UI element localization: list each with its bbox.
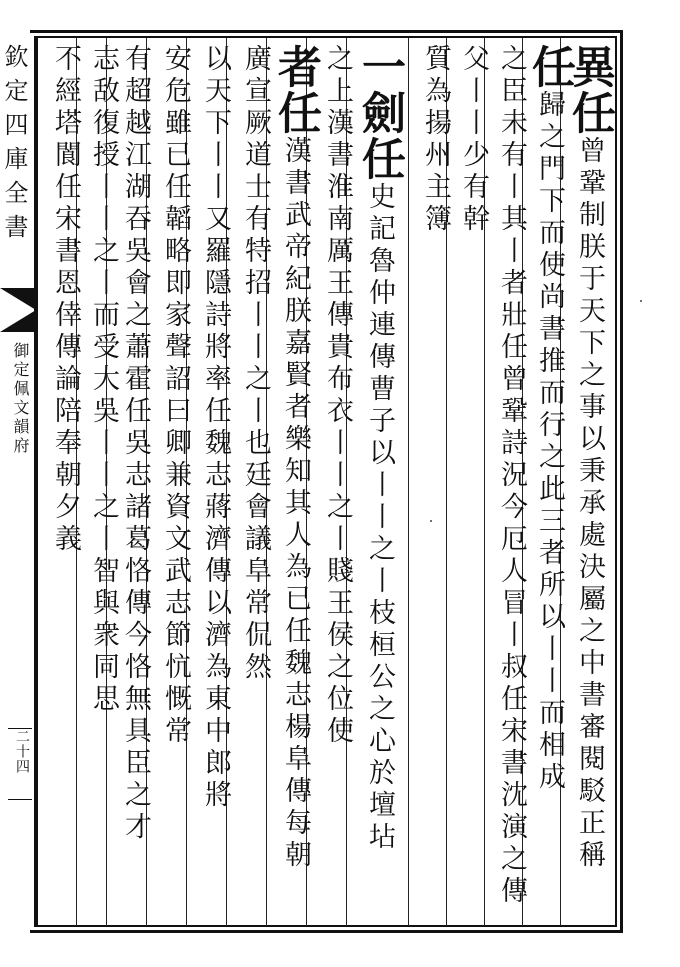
print-speck	[430, 520, 432, 522]
collection-title: 欽定四庫全書	[0, 44, 28, 248]
column-text: 歸之門下而使尚書推而行之此三者所以丨丨而相成	[534, 90, 565, 794]
text-column	[232, 44, 278, 922]
column-text: 曾鞏制朕于天下之事以秉承處決屬之中書審閱駁正稱	[574, 136, 605, 872]
book-title: 御定佩文韻府	[11, 342, 30, 456]
column-text: 廣宣厥道士有特招丨丨之丨也廷會議阜常侃然	[240, 44, 271, 684]
print-speck	[640, 300, 642, 302]
text-column	[314, 44, 360, 922]
headword: 異任	[564, 44, 615, 136]
text-column	[564, 44, 615, 922]
column-text: 史記魯仲連傳曹子以丨丨之丨枝桓公之心於壇坫	[364, 182, 395, 854]
column-text: 之臣未有丨其丨者壯任曾鞏詩況今厄人冒丨叔任宋書沈演之傳	[496, 44, 527, 908]
text-column	[270, 44, 321, 922]
headword: 一劍任	[354, 44, 405, 182]
headword: 任	[524, 44, 575, 90]
column-text: 漢書武帝紀朕嘉賢者樂知其人為已任魏志楊阜傳每朝	[280, 136, 311, 872]
column-text: 不經塔閬任宋書恩倖傳論陪奉朝夕義	[50, 44, 81, 556]
column-text: 父丨丨少有幹	[458, 44, 489, 236]
column-text: 之上漢書淮南厲王傳貴布衣丨丨之丨賤王侯之位使	[322, 44, 353, 748]
column-text: 安危雖已任韜略即家聲詔曰卿兼資文武志節忼慨常	[160, 44, 191, 748]
column-rule	[408, 38, 409, 926]
column-text: 有超越江湖吞吳會之蕭霍任吳志諸葛恪傳今恪無具臣之才	[120, 44, 151, 844]
text-column	[192, 44, 238, 922]
text-column	[412, 44, 458, 922]
text-column	[42, 44, 88, 922]
page-number: 二十四	[8, 728, 32, 800]
column-text: 以天下丨丨又羅隱詩將率任魏志蔣濟傳以濟為東中郎將	[200, 44, 231, 812]
text-column	[354, 44, 405, 922]
column-text: 志敌復授丨丨之丨而受大吳丨丨之丨智與衆同思	[88, 44, 119, 716]
column-text: 質為揚州主簿	[420, 44, 451, 236]
headword: 者任	[270, 44, 321, 136]
text-column	[152, 44, 198, 922]
